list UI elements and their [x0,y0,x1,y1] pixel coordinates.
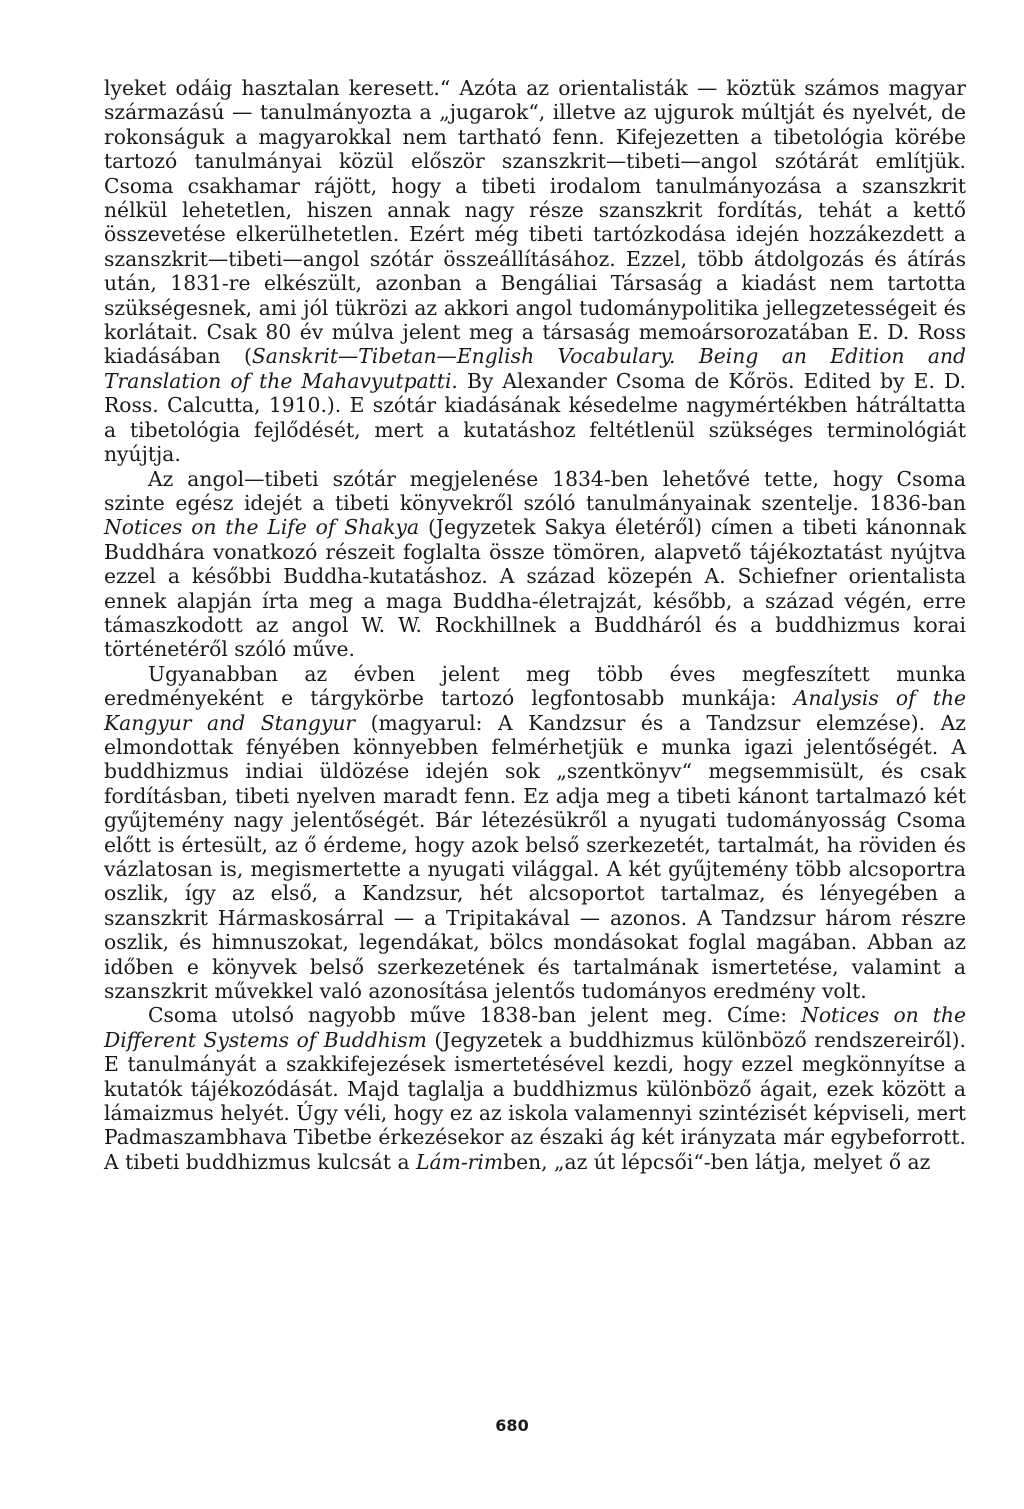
paragraph [104,76,966,467]
text-run-italic: Analysis of the Kangyur and Stangyur [104,686,967,735]
paragraph [104,467,966,662]
page-number: 680 [495,1416,529,1435]
text-run: (magyarul: A Kandzsur és a Tandzsur elemzése). Az elmondottak fényében könnyebben felmérhetjük e munka igazi jelentőségét. A buddhizmus indiai üldözése idején sok „szentkönyv“ megsemmisült, és csak fordításban, tibeti nyelven maradt fenn. Ez adja meg a tibeti kánont tartalmazó két gyűjtemény nagy jelentőségét. Bár létezésükről a nyugati tudományosság Csoma előtt is értesült, az ő érdeme, hogy azok belső szerkezetét, tartalmát, ha röviden és vázlatosan is, megismertette a nyugati világgal. A két gyűjtemény több alcsoportra oszlik, így az első, a Kandzsur, hét alcsoportot tartalmaz, és lényegében a szanszkrit Hármaskosárral — a Tripitakával — azonos. A Tandzsur három részre oszlik, és himnuszokat, legendákat, bölcs mondásokat foglal magában. Abban az időben e könyvek belső szerkezetének és tartalmának ismertetése, valamint a szanszkrit művekkel való azonosítása jelentős tudományos eredmény volt. [104,710,966,1004]
text-run: Csoma utolsó nagyobb műve 1838-ban jelent meg. Címe: [148,1003,802,1028]
page-body [104,76,966,1174]
paragraph [104,662,966,1004]
text-run: Ugyanabban az évben jelent meg több éves megfeszített munka eredményeként e tárgykörbe tartozó legfontosabb munkája: [104,661,966,711]
text-run-italic: Sanskrit—Tibetan—English Vocabulary. Being an Edition and Translation of the Mahavyutpatti. [104,344,966,393]
text-run: (Jegyzetek a buddhizmus különböző rendszereiről). E tanulmányát a szakkifejezések ismertetésével kezdi, hogy ezzel megkönnyítse a kutatók tájékozódását. Majd taglalja a buddhizmus különböző ágait, ezek között a lámaizmus helyét. Úgy véli, hogy ez az iskola valamennyi szintézisét képviseli, mert Padmaszambhava Tibetbe érkezésekor az északi ág két irányzata már egybeforrott. A tibeti buddhizmus kulcsát a [104,1027,966,1174]
text-run: (Jegyzetek Sakya életéről) címen a tibeti kánonnak Buddhára vonatkozó részeit foglalta össze tömören, alapvető tájékoztatást nyújtva ezzel a későbbi Buddha-kutatáshoz. A század közepén A. Schiefner orientalista ennek alapján írta meg a maga Buddha-életrajzát, később, a század végén, erre támaszkodott az angol W. W. Rockhillnek a Buddháról és a buddhizmus korai történetéről szóló műve. [104,515,966,662]
text-run: lyeket odáig hasztalan keresett.“ Azóta az orientalisták — köztük számos magyar származású — tanulmányozta a „jugarok“, illetve az ujgurok múltját és nyelvét, de rokonságuk a magyarokkal nem tartható fenn. Kifejezetten a tibetológia körébe tartozó tanulmányai közül először szanszkrit—tibeti—angol szótárát említjük. Csoma csakhamar rájött, hogy a tibeti irodalom tanulmányozása a szanszkrit nélkül lehetetlen, hiszen annak nagy része szanszkrit fordítás, tehát a kettő összevetése elkerülhetetlen. Ezért még tibeti tartózkodása idején hozzákezdett a szanszkrit—tibeti—angol szótár összeállításához. Ezzel, több átdolgozás és átírás után, 1831-re elkészült, azonban a Bengáliai Társaság a kiadást nem tartotta szükségesnek, ami jól tükrözi az akkori angol tudománypolitika jellegzetességeit és korlátait. Csak 80 év múlva jelent meg a társaság memoársorozatában E. D. Ross kiadásában ( [104,76,966,369]
text-run-italic: Lám-rim [416,1149,504,1174]
text-run: By Alexander Csoma de Kőrös. Edited by E. D. Ross. Calcutta, 1910.). E szótár kiadásának késedelme nagymértékben hátráltatta a tibetológia fejlődését, mert a kutatáshoz feltétlenül szükséges terminológiát nyújtja. [104,368,966,467]
text-run-italic: Notices on the Different Systems of Buddhism [104,1003,966,1052]
text-run: Az angol—tibeti szótár megjelenése 1834-ben lehetővé tette, hogy Csoma szinte egész idejét a tibeti könyvekről szóló tanulmányainak szentelje. 1836-ban [104,466,966,515]
text-run: ben, „az út lépcsői“-ben látja, melyet ő az [503,1149,931,1174]
paragraph [104,1003,966,1174]
text-run-italic: Notices on the Life of Shakya [104,515,420,540]
